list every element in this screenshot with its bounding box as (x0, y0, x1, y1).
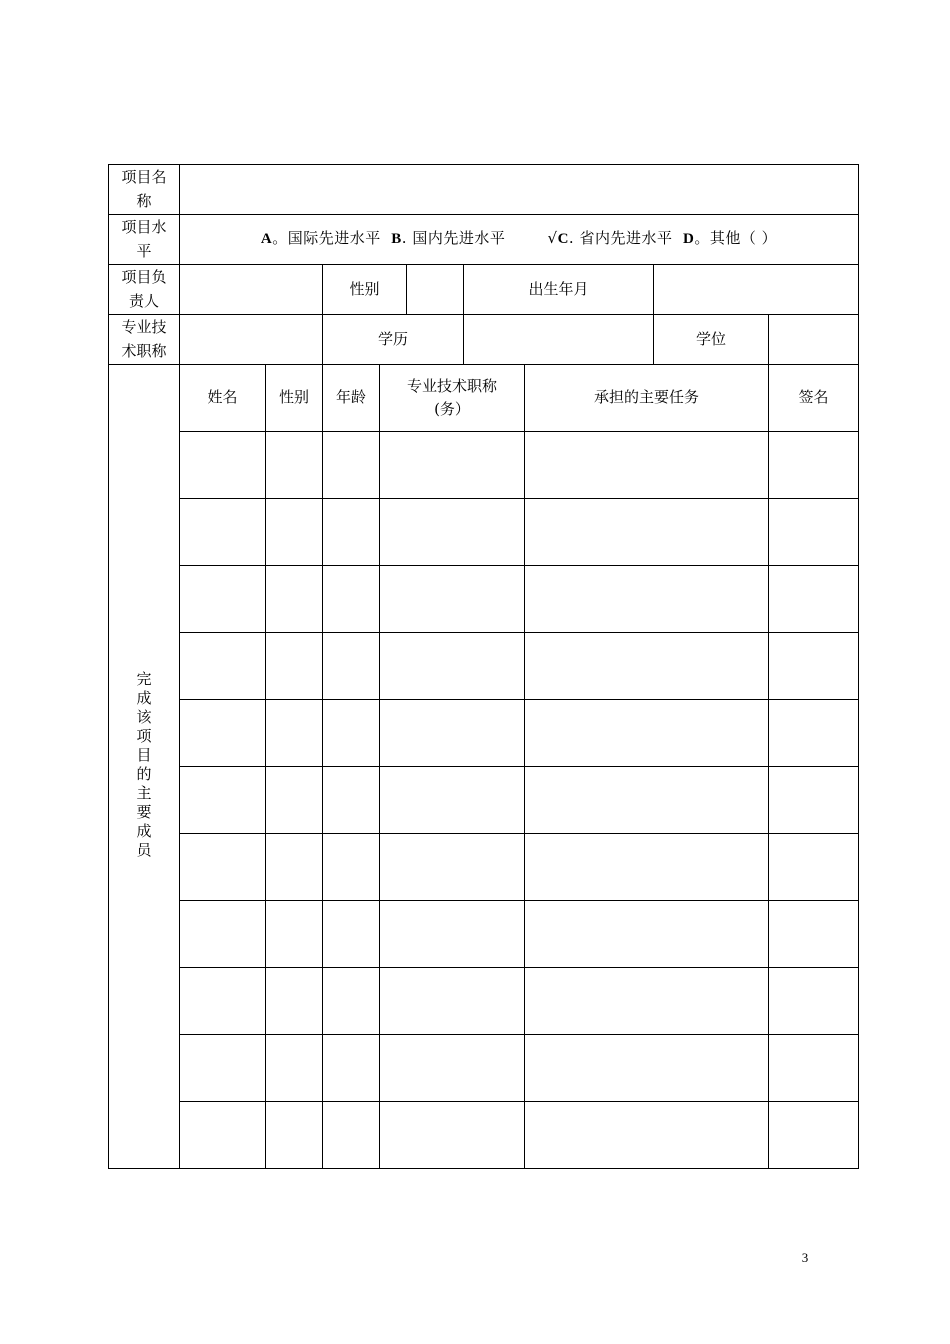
member-title-cell[interactable] (380, 633, 525, 700)
level-d-text: 。其他（ ） (694, 229, 778, 248)
member-age-cell[interactable] (323, 767, 380, 834)
member-signature-cell[interactable] (769, 700, 859, 767)
page-number: 3 (801, 1250, 809, 1265)
member-row (109, 432, 859, 499)
member-row (109, 499, 859, 566)
level-a-letter: A (260, 231, 273, 248)
member-signature-cell[interactable] (769, 834, 859, 901)
member-gender-cell[interactable] (266, 499, 323, 566)
level-c-text: . 省内先进水平 (568, 229, 673, 248)
member-signature-cell[interactable] (769, 432, 859, 499)
member-name-cell[interactable] (180, 901, 266, 968)
title-label: 专业技术职称 (121, 318, 167, 361)
degree-field[interactable] (769, 315, 859, 365)
member-task-cell[interactable] (525, 834, 769, 901)
member-age-cell[interactable] (323, 432, 380, 499)
level-b-letter: B (391, 231, 402, 248)
project-level-label: 项目水平 (121, 218, 167, 261)
col-header-signature: 签名 (769, 365, 859, 432)
member-row (109, 834, 859, 901)
col-header-title-line2: (务） (434, 400, 470, 418)
education-label: 学历 (323, 315, 464, 365)
member-row (109, 901, 859, 968)
member-gender-cell[interactable] (266, 834, 323, 901)
member-row (109, 700, 859, 767)
member-task-cell[interactable] (525, 633, 769, 700)
member-gender-cell[interactable] (266, 767, 323, 834)
member-row (109, 1035, 859, 1102)
member-name-cell[interactable] (180, 633, 266, 700)
level-option-c[interactable] (548, 229, 673, 247)
level-a-text: 。国际先进水平 (272, 229, 381, 248)
member-age-cell[interactable] (323, 1035, 380, 1102)
col-header-name: 姓名 (180, 365, 266, 432)
member-age-cell[interactable] (323, 1102, 380, 1169)
member-gender-cell[interactable] (266, 432, 323, 499)
member-signature-cell[interactable] (769, 968, 859, 1035)
members-header-row (109, 365, 859, 432)
member-task-cell[interactable] (525, 1102, 769, 1169)
leader-name-field[interactable] (180, 265, 323, 315)
member-name-cell[interactable] (180, 834, 266, 901)
member-gender-cell[interactable] (266, 901, 323, 968)
level-b-text: . 国内先进水平 (401, 229, 506, 248)
col-header-gender: 性别 (266, 365, 323, 432)
level-option-b[interactable] (391, 229, 505, 247)
leader-label-cell (109, 265, 180, 315)
member-age-cell[interactable] (323, 901, 380, 968)
leader-gender-field[interactable] (407, 265, 464, 315)
member-gender-cell[interactable] (266, 633, 323, 700)
member-name-cell[interactable] (180, 499, 266, 566)
col-header-age: 年龄 (323, 365, 380, 432)
member-row (109, 566, 859, 633)
member-row (109, 968, 859, 1035)
member-name-cell[interactable] (180, 432, 266, 499)
level-d-letter: D (683, 231, 695, 248)
member-signature-cell[interactable] (769, 1035, 859, 1102)
member-row (109, 767, 859, 834)
member-title-cell[interactable] (380, 700, 525, 767)
member-signature-cell[interactable] (769, 633, 859, 700)
member-gender-cell[interactable] (266, 566, 323, 633)
member-age-cell[interactable] (323, 834, 380, 901)
project-leader-row (109, 265, 859, 315)
member-age-cell[interactable] (323, 968, 380, 1035)
member-title-cell[interactable] (380, 834, 525, 901)
project-level-row (109, 215, 859, 265)
member-title-cell[interactable] (380, 566, 525, 633)
member-row (109, 633, 859, 700)
member-row (109, 1102, 859, 1169)
project-name-field[interactable] (180, 165, 859, 215)
title-field[interactable] (180, 315, 323, 365)
member-gender-cell[interactable] (266, 1035, 323, 1102)
project-name-label-cell (109, 165, 180, 215)
member-name-cell[interactable] (180, 566, 266, 633)
member-task-cell[interactable] (525, 901, 769, 968)
member-gender-cell[interactable] (266, 968, 323, 1035)
leader-birth-field[interactable] (654, 265, 859, 315)
level-c-letter: C (557, 231, 569, 248)
project-name-row (109, 165, 859, 215)
member-signature-cell[interactable] (769, 1102, 859, 1169)
member-title-cell[interactable] (380, 968, 525, 1035)
member-age-cell[interactable] (323, 700, 380, 767)
member-name-cell[interactable] (180, 968, 266, 1035)
project-info-form (108, 164, 859, 1169)
member-title-cell[interactable] (380, 1035, 525, 1102)
member-task-cell[interactable] (525, 566, 769, 633)
member-age-cell[interactable] (323, 566, 380, 633)
member-title-cell[interactable] (380, 767, 525, 834)
col-header-task: 承担的主要任务 (525, 365, 769, 432)
member-name-cell[interactable] (180, 1102, 266, 1169)
education-field[interactable] (464, 315, 654, 365)
member-name-cell[interactable] (180, 700, 266, 767)
title-label-cell (109, 315, 180, 365)
member-signature-cell[interactable] (769, 566, 859, 633)
degree-label: 学位 (654, 315, 769, 365)
leader-gender-label: 性别 (323, 265, 407, 315)
checkmark-icon: √ (547, 229, 558, 248)
member-name-cell[interactable] (180, 767, 266, 834)
member-title-cell[interactable] (380, 1102, 525, 1169)
leader-birth-label: 出生年月 (464, 265, 654, 315)
member-task-cell[interactable] (525, 1035, 769, 1102)
member-name-cell[interactable] (180, 1035, 266, 1102)
member-task-cell[interactable] (525, 767, 769, 834)
leader-label: 项目负责人 (121, 268, 167, 311)
project-name-label: 项目名称 (121, 168, 167, 211)
col-header-title (380, 365, 525, 432)
members-section-label-cell (109, 365, 180, 1169)
member-title-cell[interactable] (380, 901, 525, 968)
project-level-options (180, 215, 859, 265)
member-task-cell[interactable] (525, 499, 769, 566)
col-header-title-line1: 专业技术职称 (406, 376, 497, 395)
level-option-a[interactable] (261, 229, 381, 247)
member-signature-cell[interactable] (769, 499, 859, 566)
member-task-cell[interactable] (525, 968, 769, 1035)
member-task-cell[interactable] (525, 432, 769, 499)
member-task-cell[interactable] (525, 700, 769, 767)
member-title-cell[interactable] (380, 432, 525, 499)
leader-title-row (109, 315, 859, 365)
member-age-cell[interactable] (323, 499, 380, 566)
project-level-label-cell (109, 215, 180, 265)
members-section-label: 完成该项目的主要成员 (136, 670, 152, 860)
member-gender-cell[interactable] (266, 1102, 323, 1169)
member-age-cell[interactable] (323, 633, 380, 700)
member-signature-cell[interactable] (769, 901, 859, 968)
level-option-d[interactable] (683, 229, 777, 247)
member-signature-cell[interactable] (769, 767, 859, 834)
member-title-cell[interactable] (380, 499, 525, 566)
member-gender-cell[interactable] (266, 700, 323, 767)
